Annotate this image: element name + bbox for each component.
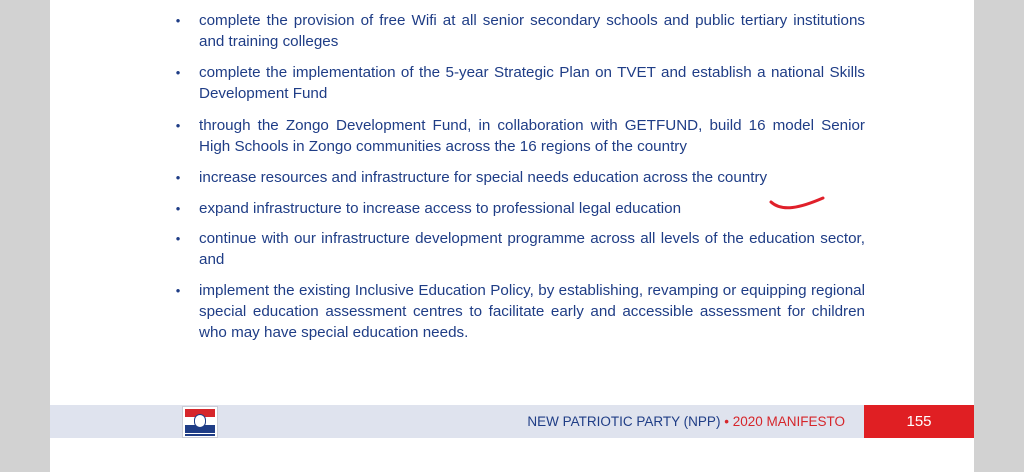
bullet-marker: • [175,201,181,216]
elephant-emblem-icon [194,414,206,428]
footer-separator: • [724,414,729,429]
bullet-marker: • [175,283,181,298]
list-item-text: continue with our infrastructure development programme across all levels of the education sector, and [199,230,865,268]
footer-title [510,405,845,438]
list-item [175,280,865,343]
list-item-text: complete the provision of free Wifi at all senior secondary schools and public tertiary institutions and training colleges [199,12,865,50]
document-page [50,0,974,472]
list-item [175,115,865,157]
manifesto-label: 2020 MANIFESTO [732,414,845,429]
bullet-marker: • [175,231,181,246]
bullet-marker: • [175,170,181,185]
red-underline-annotation [768,192,828,214]
bullet-marker: • [175,118,181,133]
bullet-marker: • [175,13,181,28]
list-item [175,167,865,188]
npp-flag-logo [182,406,218,438]
list-item-text: through the Zongo Development Fund, in collaboration with GETFUND, build 16 model Senior High Schools in Zongo communities across the 16 regions of the country [199,117,865,155]
list-item [175,10,865,52]
list-item-text: expand infrastructure to increase access to professional legal education [199,200,682,217]
list-item [175,62,865,104]
party-name: NEW PATRIOTIC PARTY (NPP) [527,414,721,429]
list-item-text: implement the existing Inclusive Education Policy, by establishing, revamping or equipping regional special education assessment centres to facilitate early and accessible assessment for children who may have special education needs. [199,282,865,341]
list-item [175,198,865,219]
page-number: 155 [864,405,974,438]
list-item-text: increase resources and infrastructure for special needs education across the country [199,169,768,186]
bullet-marker: • [175,65,181,80]
list-item [175,228,865,270]
list-item-text: complete the implementation of the 5-year Strategic Plan on TVET and establish a national Skills Development Fund [199,64,865,102]
